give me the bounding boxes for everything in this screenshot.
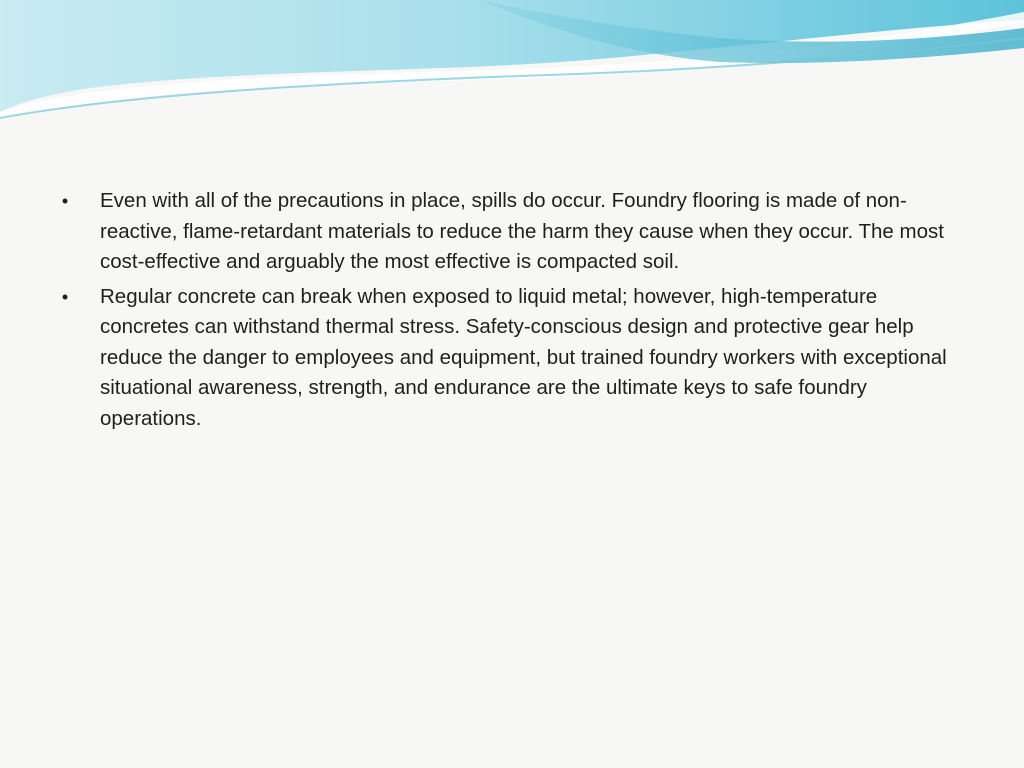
- slide-body: [58, 186, 958, 438]
- header-wave-decoration: [0, 0, 1024, 130]
- bullet-marker: •: [61, 286, 69, 307]
- bullet-text: Even with all of the precautions in place, spills do occur. Foundry flooring is made of non-reactive, flame-retardant materials to reduce the harm they cause when they occur. The most cost-effective and arguably the most effective is compacted soil.: [100, 189, 944, 273]
- bullet-marker: •: [61, 191, 69, 211]
- bullet-item-1: [58, 186, 958, 278]
- bullet-list: [58, 186, 958, 434]
- bullet-text: Regular concrete can break when exposed to liquid metal; however, high-temperature concretes can withstand thermal stress. Safety-conscious design and protective gear help reduce the danger to employees and equipment, but trained foundry workers with exceptional situational awareness, strength, and endurance are the ultimate keys to safe foundry operations.: [100, 284, 947, 430]
- bullet-item-2: [58, 282, 958, 435]
